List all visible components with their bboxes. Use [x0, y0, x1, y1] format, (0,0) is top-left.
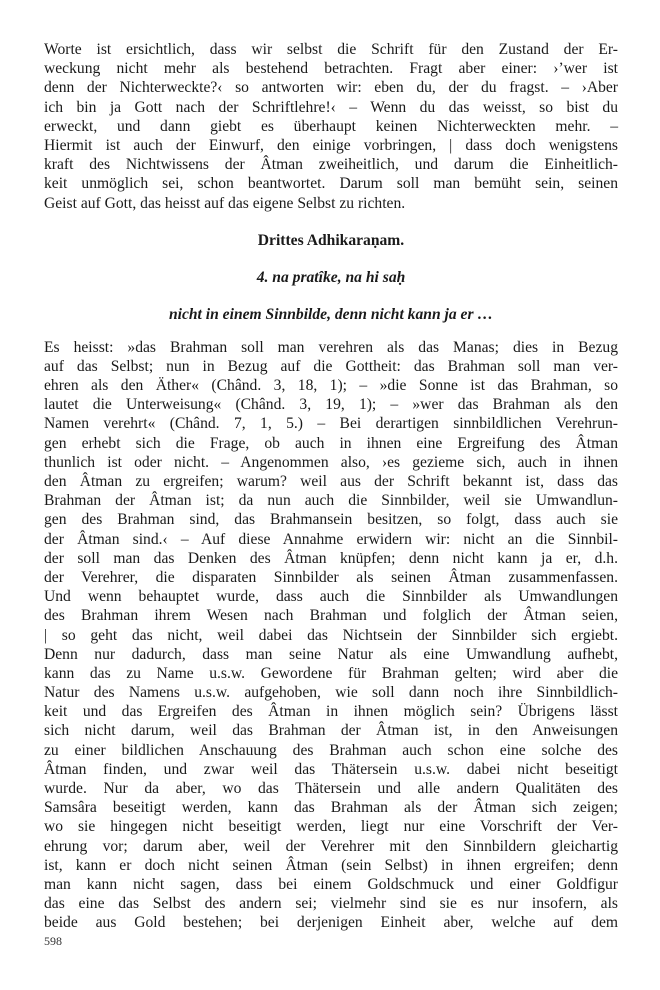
- text-line: des Brahman ihrem Wesen nach Brahman und folglich der Âtman seien,: [44, 607, 618, 625]
- text-line: Natur des Namens u.s.w. aufgehoben, wie soll dann noch ihre Sinnbildlich-: [44, 684, 618, 702]
- text-line: Namen verehrt« (Chând. 7, 1, 5.) – Bei derartigen sinnbildlichen Verehrun-: [44, 415, 618, 433]
- text-line: man kann nicht sagen, dass bei einem Goldschmuck und einer Goldfigur: [44, 875, 618, 893]
- text-line: keit unmöglich sei, schon beantwortet. Darum soll man bemüht sein, seinen: [44, 175, 618, 193]
- text-line: Worte ist ersichtlich, dass wir selbst die Schrift für den Zustand der Er-: [44, 41, 618, 58]
- text-line: thunlich ist oder nicht. – Angenommen also, ›es gezieme sich, auch in ihnen: [44, 453, 618, 471]
- text-line: denn der Nichterweckte?‹ so antworten wir: eben du, der du fragst. – ›Aber: [44, 79, 618, 97]
- intro-paragraph: [44, 40, 618, 213]
- text-line: | so geht das nicht, weil dabei das Nichtsein der Sinnbilder sich ergiebt.: [44, 626, 618, 644]
- text-line: gen des Brahman sind, das Brahmansein besitzen, so folgt, dass auch sie: [44, 511, 618, 529]
- commentary-paragraph: [44, 338, 618, 933]
- text-line: Samsâra beseitigt werden, kann das Brahman als der Âtman sich zeigen;: [44, 799, 618, 817]
- text-line: den Âtman zu ergreifen; warum? weil aus der Schrift bekannt ist, dass das: [44, 473, 618, 490]
- text-line: Es heisst: »das Brahman soll man verehren als das Manas; dies in Bezug: [44, 338, 618, 356]
- page-number: 598: [44, 934, 62, 948]
- text-line: Und wenn behauptet wurde, dass auch die Sinnbilder als Umwandlungen: [44, 588, 618, 606]
- text-line: auf das Selbst; nun in Bezug auf die Gottheit: das Brahman soll man ver-: [44, 357, 618, 375]
- text-line: Geist auf Gott, das heisst auf das eigene Selbst zu richten.: [44, 194, 406, 212]
- text-line: lautet die Unterweisung« (Chând. 3, 19, 1); – »wer das Brahman als den: [44, 396, 618, 414]
- text-line: kann das zu Name u.s.w. Gewordene für Brahman gelten; wird aber die: [44, 664, 618, 682]
- sutra-heading: 4. na pratîke, na hi saḥ: [256, 268, 406, 286]
- text-line: Denn nur dadurch, dass man seine Natur als eine Umwandlung aufhebt,: [44, 645, 618, 663]
- text-line: ist, kann er doch nicht seinen Âtman (sein Selbst) in ihnen ergreifen; denn: [44, 856, 618, 874]
- text-line: zu einer bildlichen Anschauung des Brahman auch schon eine solche des: [44, 741, 618, 759]
- page-text: [44, 40, 618, 933]
- text-line: Âtman finden, und zwar weil das Thätersein u.s.w. dabei nicht beseitigt: [44, 760, 618, 778]
- text-line: keit und das Ergreifen des Âtman in ihnen möglich sein? Übrigens lässt: [44, 703, 618, 721]
- text-line: wurde. Nur da aber, wo das Thätersein und alle andern Qualitäten des: [44, 780, 618, 797]
- text-line: ehren als den Äther« (Chând. 3, 18, 1); – »die Sonne ist das Brahman, so: [44, 377, 618, 395]
- sutra-translation: nicht in einem Sinnbilde, denn nicht kann ja er …: [168, 305, 494, 323]
- section-heading: Drittes Adhikaraṇam.: [257, 231, 405, 249]
- text-line: der Âtman sind.‹ – Auf diese Annahme erwidern wir: nicht an die Sinnbil-: [44, 530, 618, 548]
- text-line: erweckt, und dann giebt es überhaupt keinen Nichterweckten mehr. –: [44, 117, 618, 135]
- text-line: weckung nicht mehr als bestehend betrachten. Fragt aber einer: ›’wer ist: [44, 60, 618, 78]
- text-line: kraft des Nichtwissens der Âtman zweiheitlich, und darum die Einheitlich-: [44, 156, 618, 174]
- text-line: ehrung vor; darum aber, weil der Verehrer mit den Sinnbildern gleichartig: [44, 837, 618, 855]
- text-line: der Verehrer, die disparaten Sinnbilder als seinen Âtman zusammenfassen.: [44, 568, 618, 586]
- text-line: ich bin ja Gott nach der Schriftlehre!‹ – Wenn du das weisst, so bist du: [44, 98, 618, 116]
- text-line: der soll man das Denken des Âtman knüpfen; denn nicht kann ja er, d.h.: [44, 549, 618, 567]
- text-line: gen erhebt sich die Frage, ob auch in ihnen eine Ergreifung des Âtman: [44, 434, 618, 452]
- text-line: wo sie hingegen nicht beseitigt werden, liegt nur eine Vorschrift der Ver-: [44, 818, 618, 836]
- text-line: das eine das Selbst des andern sei; vielmehr sind sie es nur insofern, als: [44, 895, 618, 913]
- text-line: Hiermit ist auch der Einwurf, den einige vorbringen, | dass doch wenigstens: [44, 136, 618, 154]
- text-line: beide aus Gold bestehen; bei derjenigen Einheit aber, welche auf dem: [44, 914, 618, 932]
- text-line: sich nicht darum, weil das Brahman der Âtman ist, in den Anweisungen: [44, 722, 618, 740]
- text-line: Brahman der Âtman ist; da nun auch die Sinnbilder, weil sie Umwandlun-: [44, 492, 618, 510]
